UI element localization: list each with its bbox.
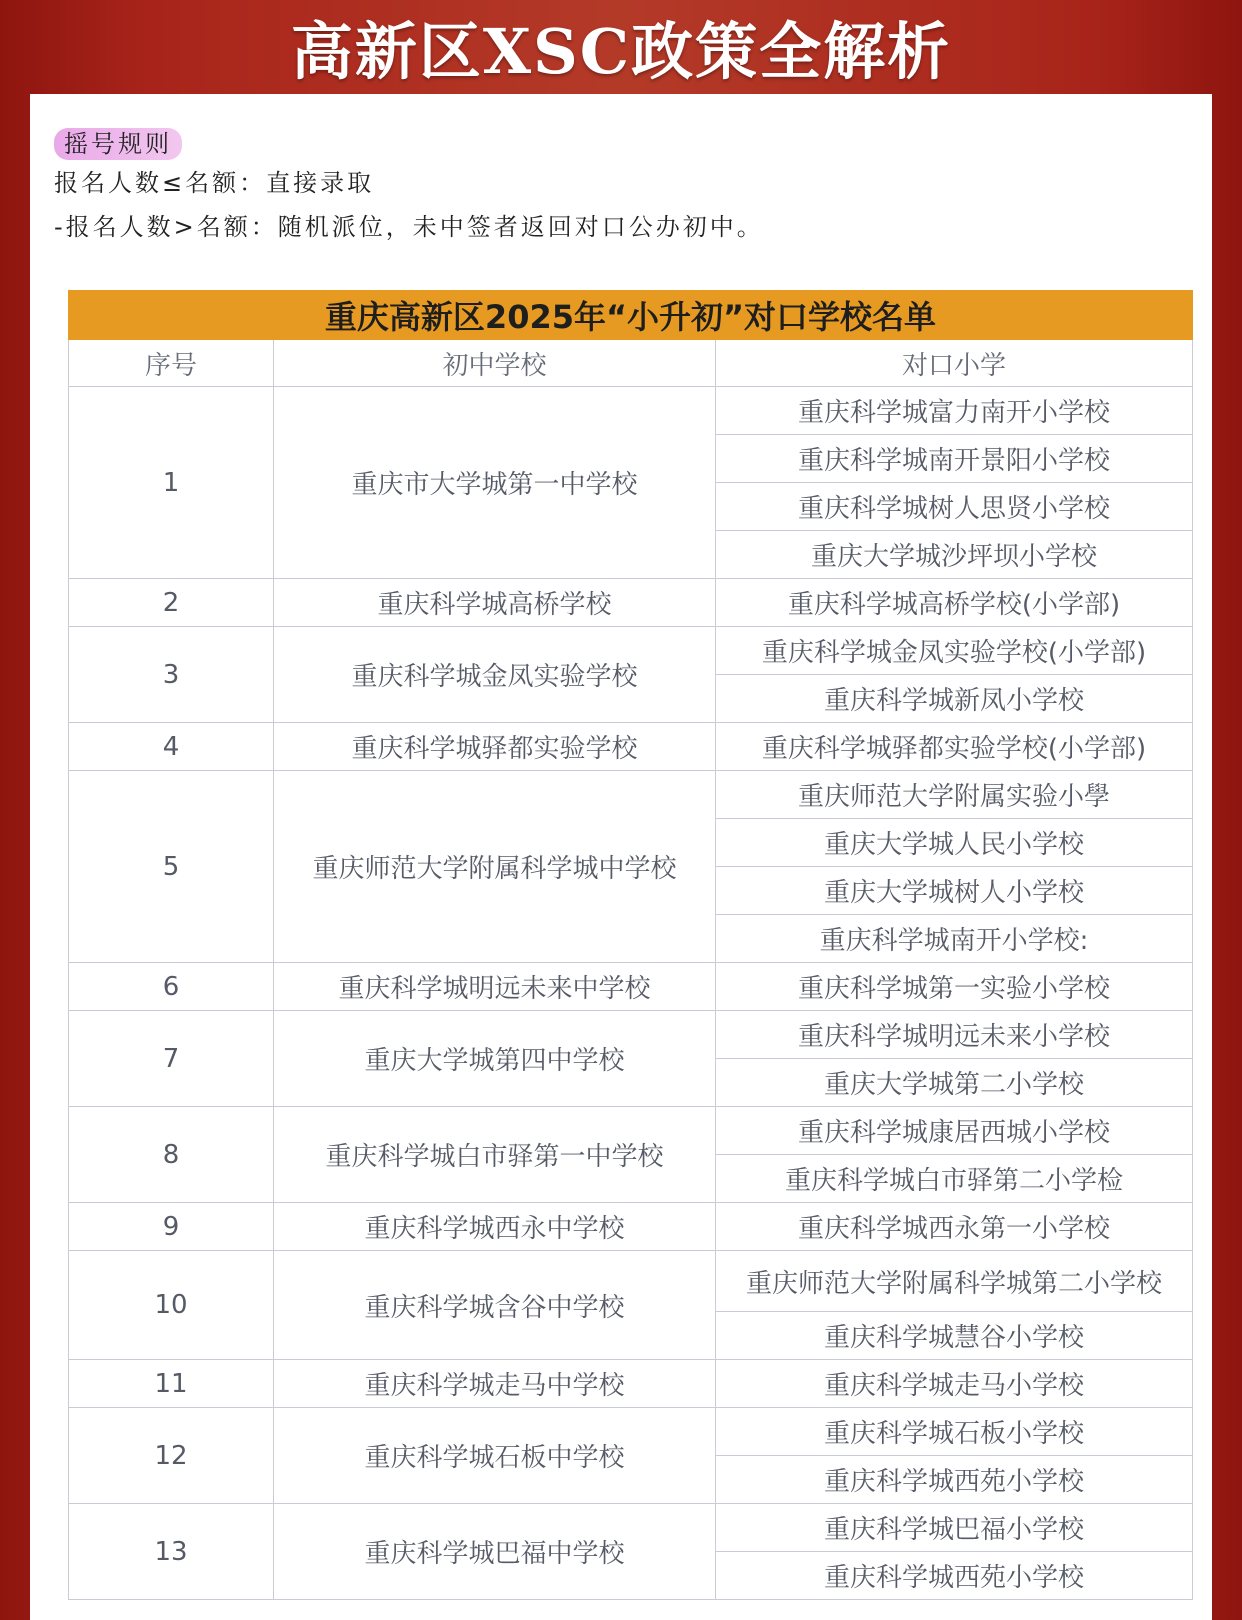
primary-school-cell: 重庆科学城走马小学校: [716, 1360, 1193, 1408]
primary-school-cell: 重庆科学城慧谷小学校: [716, 1312, 1193, 1360]
primary-school-cell: 重庆大学城人民小学校: [716, 819, 1193, 867]
table-row: [69, 723, 1193, 771]
primary-school-cell: 重庆科学城石板小学校: [716, 1408, 1193, 1456]
primary-school-cell: 重庆科学城富力南开小学校: [716, 387, 1193, 435]
row-number: 5: [69, 771, 274, 963]
table-row: [69, 963, 1193, 1011]
middle-school-cell: 重庆科学城走马中学校: [274, 1360, 716, 1408]
primary-school-cell: 重庆师范大学附属科学城第二小学校: [716, 1251, 1193, 1312]
middle-school-cell: 重庆科学城明远未来中学校: [274, 963, 716, 1011]
header-primary-school: 对口小学: [716, 340, 1193, 387]
rule-line-1: 报名人数≤名额：直接录取: [54, 169, 375, 197]
middle-school-cell: 重庆科学城巴福中学校: [274, 1504, 716, 1600]
middle-school-cell: 重庆师范大学附属科学城中学校: [274, 771, 716, 963]
rule-line-2: -报名人数>名额：随机派位，未中签者返回对口公办初中。: [54, 213, 764, 241]
row-number: 13: [69, 1504, 274, 1600]
primary-school-cell: 重庆科学城康居西城小学校: [716, 1107, 1193, 1155]
primary-school-cell: 重庆大学城沙坪坝小学校: [716, 531, 1193, 579]
primary-school-cell: 重庆科学城南开景阳小学校: [716, 435, 1193, 483]
primary-school-cell: 重庆科学城南开小学校:: [716, 915, 1193, 963]
middle-school-cell: 重庆科学城金凤实验学校: [274, 627, 716, 723]
table-title-row: [69, 291, 1193, 340]
primary-school-cell: 重庆大学城第二小学校: [716, 1059, 1193, 1107]
table-row: [69, 627, 1193, 675]
primary-school-cell: 重庆科学城第一实验小学校: [716, 963, 1193, 1011]
row-number: 11: [69, 1360, 274, 1408]
lottery-rules: [54, 128, 764, 248]
primary-school-cell: 重庆科学城新凤小学校: [716, 675, 1193, 723]
primary-school-cell: 重庆科学城金凤实验学校(小学部): [716, 627, 1193, 675]
primary-school-cell: 重庆科学城巴福小学校: [716, 1504, 1193, 1552]
primary-school-cell: 重庆科学城西苑小学校: [716, 1456, 1193, 1504]
header-banner: [0, 0, 1242, 92]
middle-school-cell: 重庆大学城第四中学校: [274, 1011, 716, 1107]
table-row: [69, 1011, 1193, 1059]
primary-school-cell: 重庆科学城树人思贤小学校: [716, 483, 1193, 531]
row-number: 6: [69, 963, 274, 1011]
table-row: [69, 1251, 1193, 1312]
middle-school-cell: 重庆科学城白市驿第一中学校: [274, 1107, 716, 1203]
row-number: 2: [69, 579, 274, 627]
primary-school-cell: 重庆科学城驿都实验学校(小学部): [716, 723, 1193, 771]
school-table-wrapper: [68, 290, 1192, 1600]
row-number: 12: [69, 1408, 274, 1504]
header-no: 序号: [69, 340, 274, 387]
row-number: 3: [69, 627, 274, 723]
table-row: [69, 1203, 1193, 1251]
middle-school-cell: 重庆市大学城第一中学校: [274, 387, 716, 579]
row-number: 1: [69, 387, 274, 579]
table-title: 重庆高新区2025年“小升初”对口学校名单: [69, 291, 1193, 340]
school-table: [68, 290, 1193, 1600]
row-number: 9: [69, 1203, 274, 1251]
middle-school-cell: 重庆科学城驿都实验学校: [274, 723, 716, 771]
row-number: 7: [69, 1011, 274, 1107]
middle-school-cell: 重庆科学城西永中学校: [274, 1203, 716, 1251]
primary-school-cell: 重庆科学城白市驿第二小学检: [716, 1155, 1193, 1203]
table-row: [69, 1504, 1193, 1552]
page-title: 高新区XSC政策全解析: [290, 14, 952, 88]
primary-school-cell: 重庆科学城西永第一小学校: [716, 1203, 1193, 1251]
middle-school-cell: 重庆科学城高桥学校: [274, 579, 716, 627]
primary-school-cell: 重庆师范大学附属实验小學: [716, 771, 1193, 819]
middle-school-cell: 重庆科学城石板中学校: [274, 1408, 716, 1504]
middle-school-cell: 重庆科学城含谷中学校: [274, 1251, 716, 1360]
row-number: 10: [69, 1251, 274, 1360]
primary-school-cell: 重庆科学城高桥学校(小学部): [716, 579, 1193, 627]
table-row: [69, 771, 1193, 819]
content-card: [30, 94, 1212, 1620]
table-header-row: [69, 340, 1193, 387]
row-number: 8: [69, 1107, 274, 1203]
table-row: [69, 1107, 1193, 1155]
rules-tag: 摇号规则: [54, 128, 182, 160]
table-row: [69, 1408, 1193, 1456]
primary-school-cell: 重庆科学城明远未来小学校: [716, 1011, 1193, 1059]
row-number: 4: [69, 723, 274, 771]
table-row: [69, 387, 1193, 435]
primary-school-cell: 重庆科学城西苑小学校: [716, 1552, 1193, 1600]
table-row: [69, 1360, 1193, 1408]
header-middle-school: 初中学校: [274, 340, 716, 387]
primary-school-cell: 重庆大学城树人小学校: [716, 867, 1193, 915]
table-row: [69, 579, 1193, 627]
